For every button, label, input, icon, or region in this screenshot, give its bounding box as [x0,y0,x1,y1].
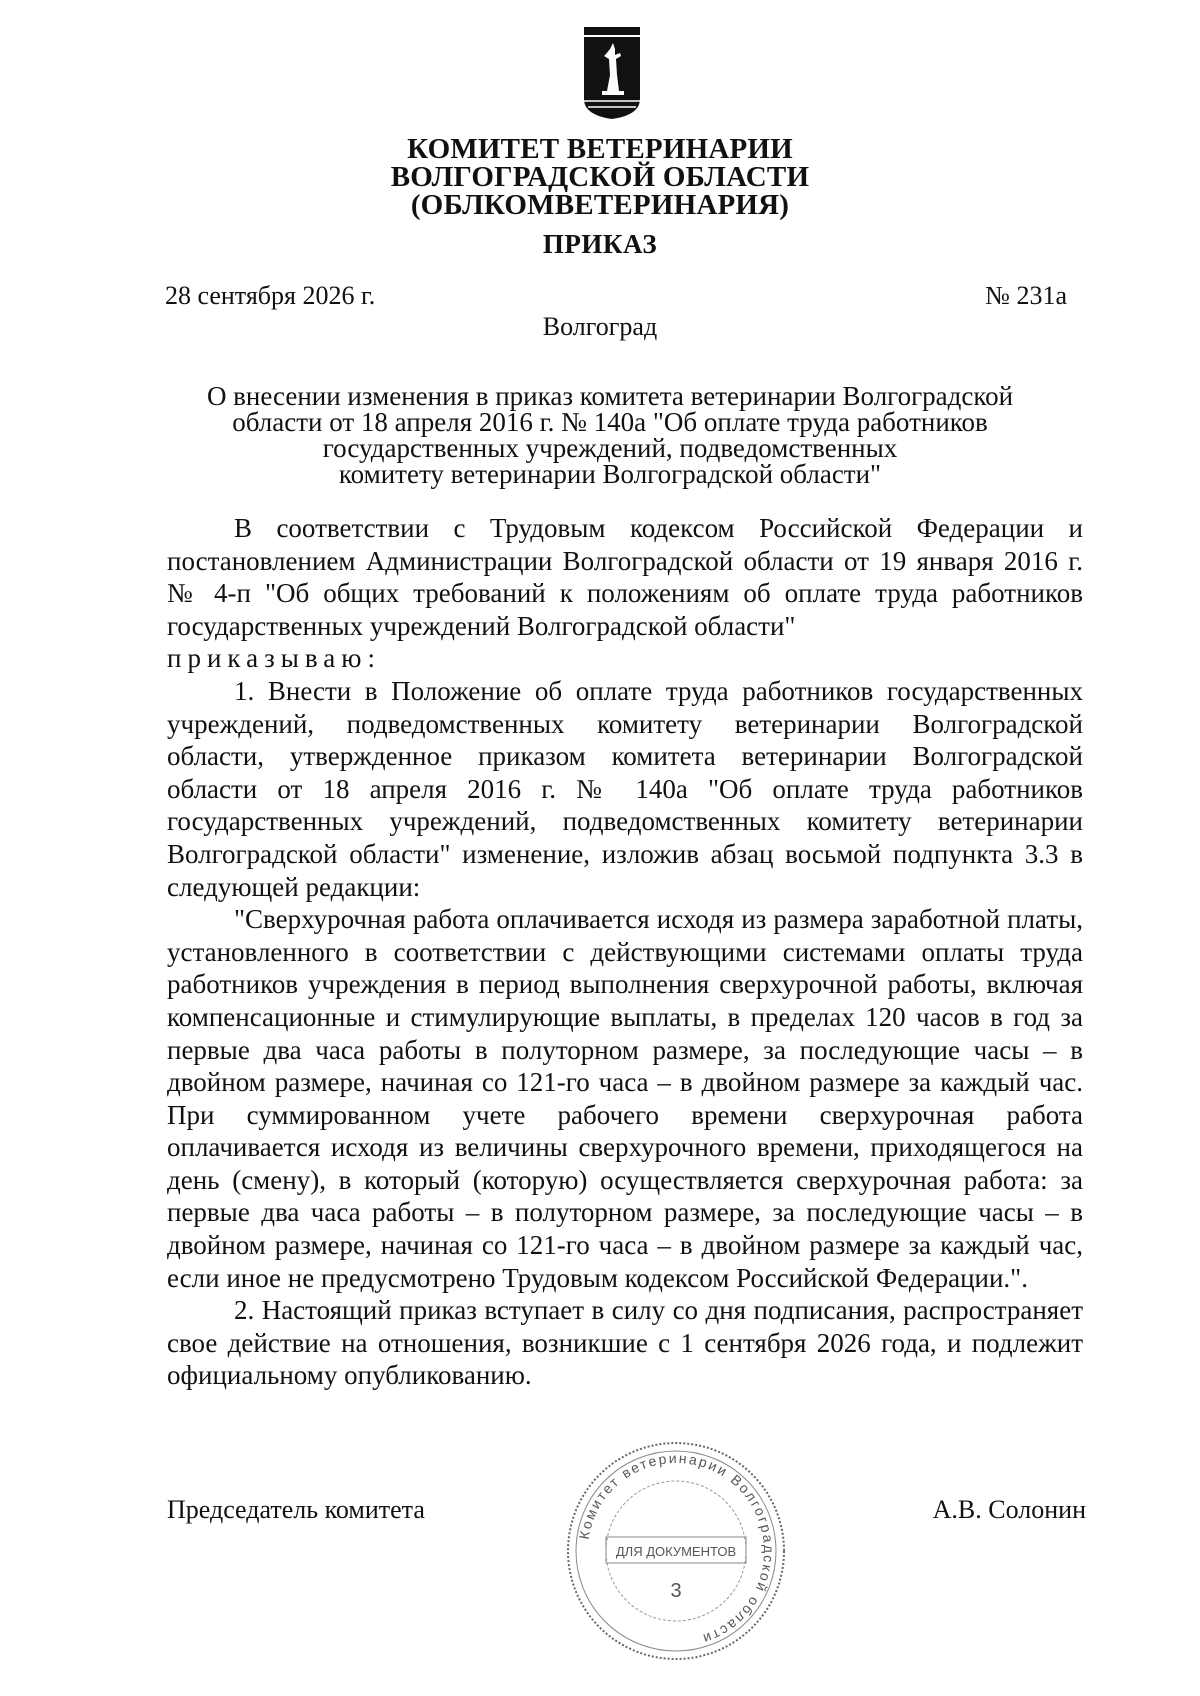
subject-line: области от 18 апреля 2016 г. № 140а "Об оплате труда работников [232,407,988,437]
stamp-number: 3 [670,1580,682,1602]
org-name-line1: КОМИТЕТ ВЕТЕРИНАРИИ [407,133,793,165]
subject-line: государственных учреждений, подведомственных [322,433,898,463]
org-name-line2: ВОЛГОГРАДСКОЙ ОБЛАСТИ [390,161,810,193]
signatory-role: Председатель комитета [167,1495,425,1524]
order-subject [150,383,1070,487]
org-name-line3: (ОБЛКОМВЕТЕРИНАРИЯ) [410,189,790,221]
item-2-paragraph: 2. Настоящий приказ вступает в силу со дня подписания, распространяет свое действие на отношения, возникшие с 1 сентября 2026 года, и подлежит официальному опубликованию. [167,1295,1083,1391]
order-city: Волгоград [542,312,658,341]
item-1-paragraph: 1. Внести в Положение об оплате труда работников государственных учреждений, подведомственных комитету ветеринарии Волгоградской области, утвержденное приказом комитета ветеринарии Волгоградской области от 18 апреля 2016 г. № 140а "Об оплате труда работников государственных учреждений, подведомственных комитету ветеринарии Волгоградской области" изменение, изложив абзац восьмой подпункта 3.3 в следующей редакции: [167,675,1083,902]
quoted-amendment-paragraph: "Сверхурочная работа оплачивается исходя из размера заработной платы, установленного в соответствии с действующими системами оплаты труда работников учреждения в период выполнения сверхурочной работы, включая компенсационные и стимулирующие выплаты, в пределах 120 часов в год за первые два часа работы в полуторном размере, за последующие часы – в двойном размере, начиная со 121-го часа – в двойном размере за каждый час. При суммированном учете рабочего времени сверхурочная работа оплачивается исходя из величины сверхурочного времени, приходящегося на день (смену), в который (которую) осуществляется сверхурочная работа: за первые два часа работы – в полуторном размере, за последующие часы – в двойном размере, начиная со 121-го часа – в двойном размере за каждый час, если иное не предусмотрено Трудовым кодексом Российской Федерации.". [167,904,1083,1293]
document-type: ПРИКАЗ [542,229,658,259]
subject-line: О внесении изменения в приказ комитета ветеринарии Волгоградской [206,381,1014,411]
order-body [167,512,1083,1392]
signatory-name: А.В. Солонин [932,1495,1086,1524]
order-number: № 231а [985,281,1067,310]
order-date: 28 сентября 2026 г. [165,281,376,310]
stamp-center-text: ДЛЯ ДОКУМЕНТОВ [615,1544,737,1559]
official-stamp-seal [562,1437,790,1665]
subject-line: комитету ветеринарии Волгоградской области" [338,459,882,489]
volgograd-coat-of-arms-icon [580,25,644,121]
order-word: приказываю: [167,643,381,674]
preamble-paragraph: В соответствии с Трудовым кодексом Российской Федерации и постановлением Администрации Волгоградской области от 19 января 2016 г. № 4-п "Об общих требований к положениям об оплате труда работников государственных учреждений Волгоградской области" [167,513,1083,641]
svg-text:Комитет ветеринарии Волгоградс: Комитет ветеринарии Волгоградской области [575,1449,778,1648]
